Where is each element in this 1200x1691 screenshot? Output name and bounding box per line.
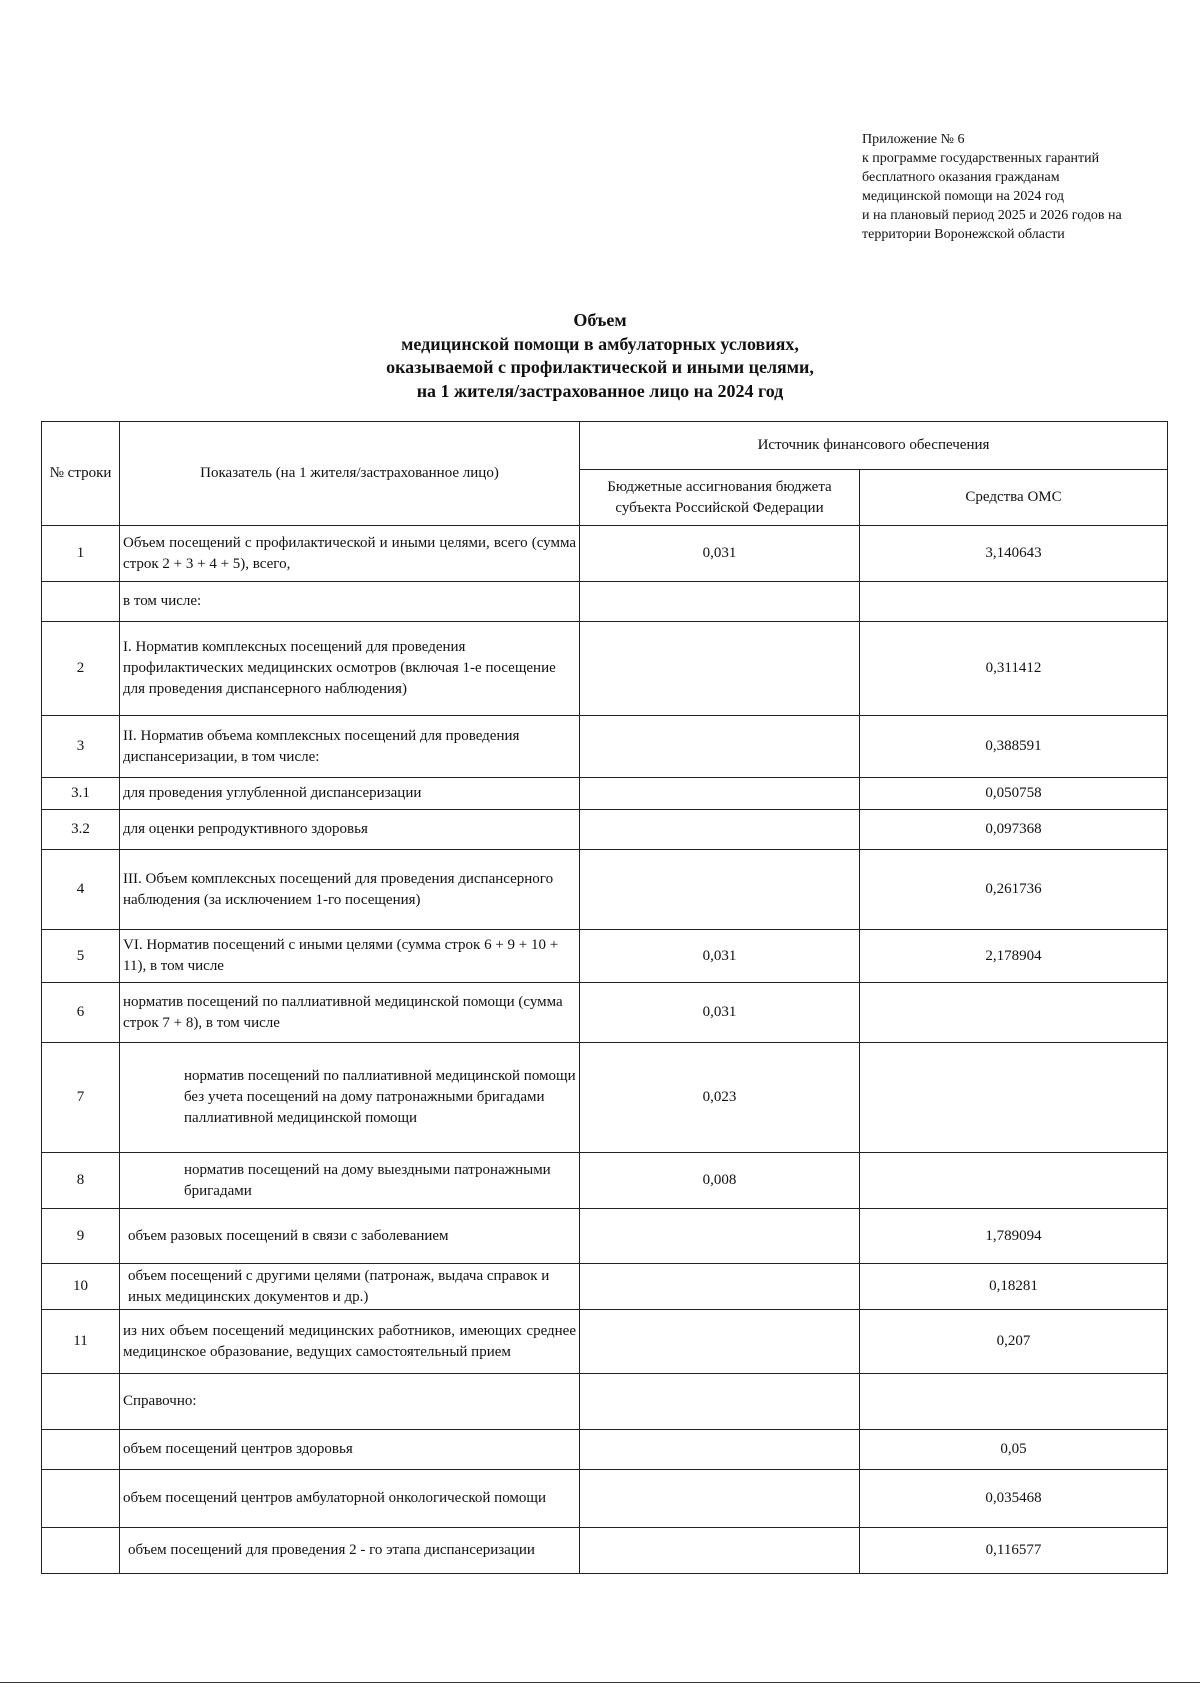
row-oms-value [860,1043,1168,1153]
table-header-row [42,422,1168,470]
table-row [42,1153,1168,1209]
row-indicator: для проведения углубленной диспансеризации [120,778,580,810]
row-number: 3.1 [42,778,120,810]
row-oms-value: 0,261736 [860,850,1168,930]
row-number: 3.2 [42,810,120,850]
table-row [42,778,1168,810]
table-row [42,1043,1168,1153]
table-row [42,1470,1168,1528]
row-number [42,1374,120,1430]
row-budget-value: 0,031 [580,526,860,582]
table-row [42,1374,1168,1430]
table-row [42,1430,1168,1470]
annex-line: бесплатного оказания гражданам [862,170,1060,185]
row-number: 3 [42,716,120,778]
row-oms-value: 0,388591 [860,716,1168,778]
table-row [42,850,1168,930]
row-indicator: норматив посещений по паллиативной медицинской помощи (сумма строк 7 + 8), в том числе [120,983,580,1043]
row-oms-value: 0,097368 [860,810,1168,850]
volume-table [41,421,1168,1574]
row-budget-value: 0,031 [580,930,860,983]
annex-line: к программе государственных гарантий [862,151,1100,166]
row-oms-value: 0,035468 [860,1470,1168,1528]
header-row-number: № строки [42,422,120,526]
row-budget-value [580,622,860,716]
row-indicator: норматив посещений по паллиативной медицинской помощи без учета посещений на дому патронажными бригадами паллиативной медицинской помощи [120,1043,580,1153]
row-number: 1 [42,526,120,582]
row-indicator: объем посещений центров амбулаторной онкологической помощи [120,1470,580,1528]
title-line: на 1 жителя/застрахованное лицо на 2024 год [416,380,784,401]
row-indicator: III. Объем комплексных посещений для проведения диспансерного наблюдения (за исключением 1-го посещения) [120,850,580,930]
table-row [42,930,1168,983]
annex-line: территории Воронежской области [862,227,1065,242]
table-row [42,1209,1168,1264]
row-indicator: II. Норматив объема комплексных посещений для проведения диспансеризации, в том числе: [120,716,580,778]
row-oms-value [860,1153,1168,1209]
row-oms-value: 0,18281 [860,1264,1168,1310]
row-oms-value: 3,140643 [860,526,1168,582]
row-indicator: объем посещений с другими целями (патронаж, выдача справок и иных медицинских документов и др.) [120,1264,580,1310]
header-indicator: Показатель (на 1 жителя/застрахованное лицо) [120,422,580,526]
row-number [42,1528,120,1574]
table-row [42,526,1168,582]
table-row [42,1310,1168,1374]
row-budget-value [580,716,860,778]
row-indicator: объем разовых посещений в связи с заболеванием [120,1209,580,1264]
row-indicator: в том числе: [120,582,580,622]
row-number: 4 [42,850,120,930]
row-budget-value [580,1374,860,1430]
row-oms-value [860,983,1168,1043]
row-number: 7 [42,1043,120,1153]
row-number: 8 [42,1153,120,1209]
header-funding-source: Источник финансового обеспечения [580,422,1168,470]
row-budget-value [580,850,860,930]
table-row [42,1264,1168,1310]
row-number [42,582,120,622]
row-indicator: объем посещений для проведения 2 - го этапа диспансеризации [120,1528,580,1574]
row-budget-value [580,1470,860,1528]
row-budget-value [580,1310,860,1374]
title-line: оказываемой с профилактической и иными целями, [386,357,814,377]
row-indicator: VI. Норматив посещений с иными целями (сумма строк 6 + 9 + 10 + 11), в том числе [120,930,580,983]
row-budget-value: 0,031 [580,983,860,1043]
page-bottom-rule [0,1682,1200,1683]
row-oms-value: 0,311412 [860,622,1168,716]
annex-line: медицинской помощи на 2024 год [862,189,1064,204]
document-title [0,309,1200,403]
row-number: 6 [42,983,120,1043]
row-oms-value: 0,207 [860,1310,1168,1374]
row-budget-value [580,1209,860,1264]
row-number: 5 [42,930,120,983]
annex-line: и на плановый период 2025 и 2026 годов на [862,208,1122,223]
row-budget-value [580,810,860,850]
table-row [42,983,1168,1043]
row-indicator: норматив посещений на дому выездными патронажными бригадами [120,1153,580,1209]
table-row [42,622,1168,716]
row-number: 9 [42,1209,120,1264]
table-row [42,582,1168,622]
row-oms-value: 0,050758 [860,778,1168,810]
row-number [42,1470,120,1528]
table-row [42,716,1168,778]
row-indicator: Справочно: [120,1374,580,1430]
row-oms-value: 0,116577 [860,1528,1168,1574]
row-number: 11 [42,1310,120,1374]
row-budget-value [580,1430,860,1470]
row-oms-value: 2,178904 [860,930,1168,983]
row-number [42,1430,120,1470]
row-budget-value [580,778,860,810]
header-oms: Средства ОМС [860,470,1168,526]
row-indicator: Объем посещений с профилактической и иными целями, всего (сумма строк 2 + 3 + 4 + 5), всего, [120,526,580,582]
title-line: Объем [573,310,627,330]
row-indicator: объем посещений центров здоровья [120,1430,580,1470]
row-oms-value: 0,05 [860,1430,1168,1470]
annex-line: Приложение № 6 [862,132,965,147]
row-budget-value [580,582,860,622]
table-row [42,1528,1168,1574]
row-number: 2 [42,622,120,716]
row-number: 10 [42,1264,120,1310]
row-oms-value [860,1374,1168,1430]
title-line: медицинской помощи в амбулаторных условиях, [401,333,799,354]
table-row [42,810,1168,850]
row-indicator: I. Норматив комплексных посещений для проведения профилактических медицинских осмотров (включая 1-е посещение для проведения диспансерного наблюдения) [120,622,580,716]
row-budget-value: 0,023 [580,1043,860,1153]
header-budget: Бюджетные ассигнования бюджета субъекта Российской Федерации [580,470,860,526]
row-oms-value [860,582,1168,622]
row-budget-value: 0,008 [580,1153,860,1209]
annex-note [862,130,1122,244]
row-budget-value [580,1264,860,1310]
row-oms-value: 1,789094 [860,1209,1168,1264]
row-budget-value [580,1528,860,1574]
row-indicator: для оценки репродуктивного здоровья [120,810,580,850]
row-indicator: из них объем посещений медицинских работников, имеющих среднее медицинское образование, ведущих самостоятельный прием [120,1310,580,1374]
